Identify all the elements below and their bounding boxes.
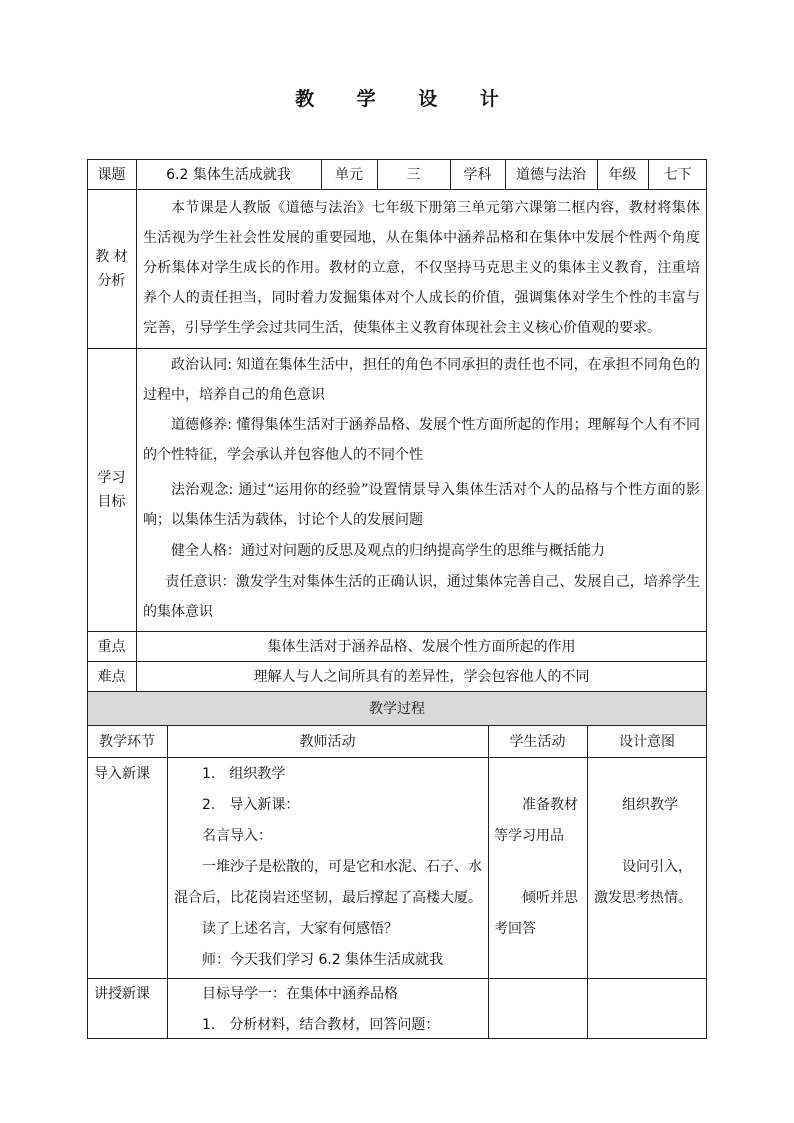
teacher-activity-line: 师：今天我们学习 6.2 集体生活成就我 [202, 952, 444, 968]
analysis-label-line1: 教 材 [95, 249, 128, 265]
col-divider [136, 189, 137, 691]
student-activity-line: 准备教材 [522, 797, 578, 813]
teacher-activity-line: 混合后，比花岗岩还坚韧，最后撑起了高楼大厦。 [174, 890, 482, 906]
stage-lecture: 讲授新课 [94, 986, 150, 1002]
analysis-label-line2: 分析 [97, 273, 126, 289]
col-divider [167, 725, 168, 1039]
topic-label: 课题 [97, 167, 126, 183]
document-title: 教 学 设 计 [295, 88, 517, 110]
student-activity-line: 考回答 [494, 921, 536, 937]
difficulty-label: 难点 [97, 669, 126, 685]
objective-item: 健全人格：通过对问题的反思及观点的归纳提高学生的思维与概括能力 [171, 543, 605, 559]
design-intent-line: 激发思考热情。 [594, 890, 692, 906]
col-divider [587, 725, 588, 1039]
col-divider [488, 725, 489, 1039]
analysis-label [87, 245, 136, 293]
objective-item: 道德修养: 懂得集体生活对于涵养品格、发展个性方面所起的作用；理解每个人有不同的个性特征，学会承认并包容他人的不同个性 [143, 417, 700, 463]
grade-label: 年级 [608, 167, 637, 183]
objective-item: 责任意识：激发学生对集体生活的正确认识，通过集体完善自己、发展自己，培养学生的集体意识 [143, 574, 700, 620]
difficulty-text: 理解人与人之间所具有的差异性，学会包容他人的不同 [253, 669, 590, 685]
design-intent-line: 设问引入， [622, 859, 692, 875]
design-intent-line: 组织教学 [622, 797, 678, 813]
topic-value: 6.2 集体生活成就我 [166, 167, 291, 183]
teacher-activity-line: 名言导入： [202, 828, 272, 844]
student-activity-line: 倾听并思 [522, 890, 578, 906]
analysis-text: 本节课是人教版《道德与法治》七年级下册第三单元第六课第二框内容，教材将集体生活视为学生社会性发展的重要园地，从在集体中涵养品格和在集体中发展个性两个角度分析集体对学生成长的作用。教材的立意，不仅坚持马克思主义的集体主义教育，注重培养个人的责任担当，同时着力发掘集体对个人成长的价值，强调集体对学生个性的丰富与完善，引导学生学会过共同生活，使集体主义教育体现社会主义核心价值观的要求。 [143, 200, 700, 336]
key-point-text: 集体生活对于涵养品格、发展个性方面所起的作用 [267, 639, 576, 655]
teacher-activity-line: 1. 组织教学 [202, 766, 286, 782]
teacher-activity-line: 1. 分析材料，结合教材，回答问题： [202, 1017, 440, 1033]
teacher-activity-line: 读了上述名言，大家有何感悟？ [202, 921, 398, 937]
column-header-stage: 教学环节 [99, 734, 155, 750]
objectives-label-line1: 学习 [97, 470, 126, 486]
stage-intro: 导入新课 [94, 766, 150, 782]
objective-item: 政治认同: 知道在集体生活中，担任的角色不同承担的责任也不同，在承担不同角色的过程中，培养自己的角色意识 [143, 357, 700, 403]
row-divider [87, 978, 707, 979]
column-header-student: 学生活动 [509, 734, 566, 750]
row-divider [87, 348, 707, 349]
grade-value: 七下 [663, 167, 692, 183]
unit-label: 单元 [335, 167, 363, 183]
objectives-label-line2: 目标 [97, 494, 126, 510]
student-activity-line: 等学习用品 [494, 828, 564, 844]
key-point-label: 重点 [97, 639, 126, 655]
objective-item: 法治观念: 通过“运用你的经验”设置情景导入集体生活对个人的品格与个性方面的影响；以集体生活为载体，讨论个人的发展问题 [143, 482, 700, 528]
unit-value: 三 [406, 167, 421, 183]
teacher-activity-line: 2. 导入新课： [202, 797, 300, 813]
teacher-activity-line: 目标导学一：在集体中涵养品格 [202, 986, 398, 1002]
row-divider [87, 189, 707, 190]
subject-label: 学科 [463, 167, 492, 183]
row-divider [87, 757, 707, 758]
teacher-activity-line: 一堆沙子是松散的，可是它和水泥、石子、水 [202, 859, 482, 875]
process-header: 教学过程 [369, 701, 425, 717]
column-header-intent: 设计意图 [619, 734, 675, 750]
column-header-teacher: 教师活动 [299, 734, 356, 750]
objectives-label [87, 466, 136, 514]
subject-value: 道德与法治 [516, 167, 586, 183]
